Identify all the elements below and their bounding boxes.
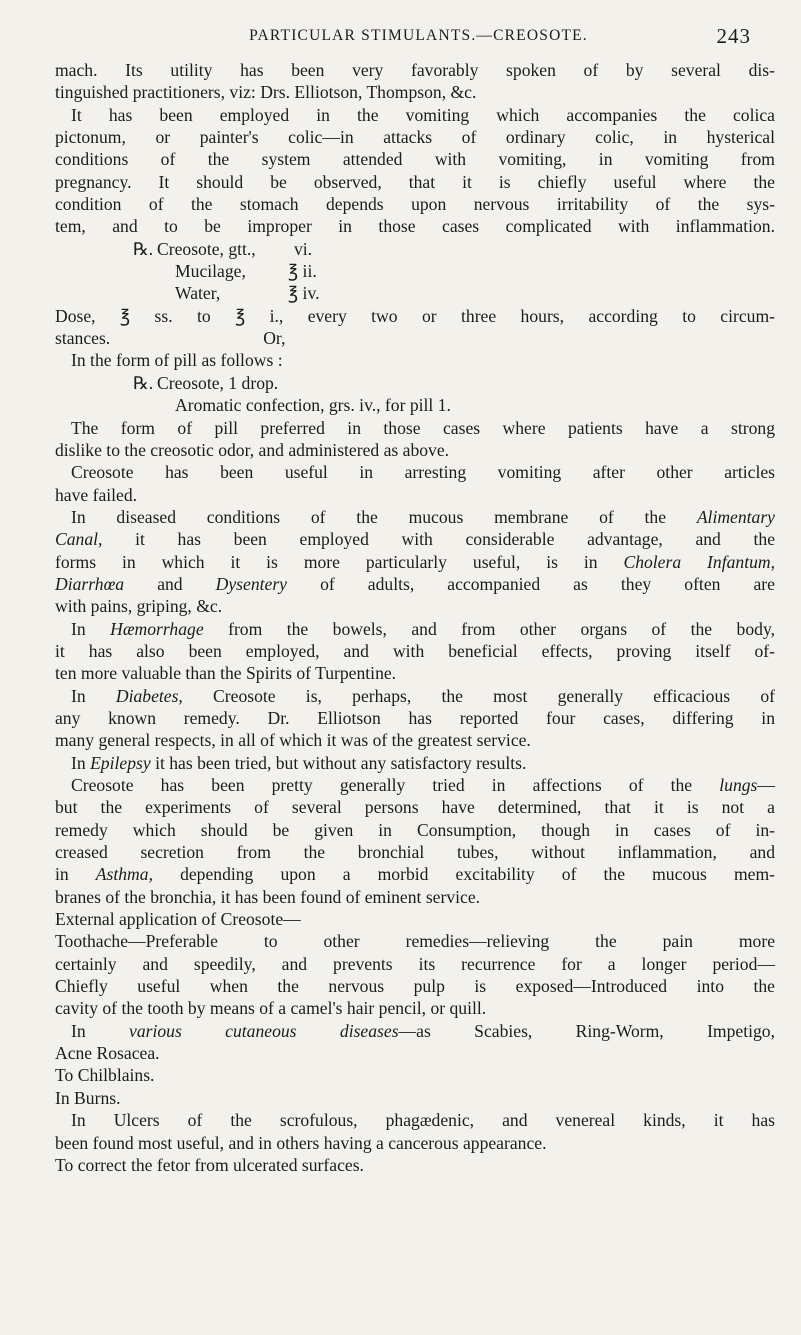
text-line bbox=[55, 551, 775, 573]
text-line: In Burns. bbox=[55, 1087, 121, 1108]
text-line bbox=[55, 774, 775, 796]
quantity: ℥ ii. bbox=[288, 261, 317, 282]
text-line: many general respects, in all of which it was of the greatest service. bbox=[55, 730, 531, 751]
text-line bbox=[55, 528, 775, 550]
prescription-line bbox=[55, 282, 775, 304]
text-line: In the form of pill as follows : bbox=[71, 350, 283, 371]
text-fragment: In bbox=[71, 1020, 86, 1041]
text-line: In Ulcers of the scrofulous, phagædenic, and venereal kinds, it has bbox=[71, 1110, 775, 1131]
text-fragment: In bbox=[71, 752, 86, 773]
text-fragment: forms in which it is more particularly useful, is in bbox=[55, 551, 598, 572]
text-fragment: Asthma, bbox=[95, 864, 153, 885]
text-line: pregnancy. It should be observed, that it is chiefly useful where the bbox=[55, 171, 775, 192]
text-line: Acne Rosacea. bbox=[55, 1043, 160, 1064]
text-line bbox=[55, 1020, 775, 1042]
text-line: creased secretion from the bronchial tubes, without inflammation, and bbox=[55, 842, 775, 863]
text-line bbox=[55, 618, 775, 640]
text-fragment: Epilepsy bbox=[90, 752, 151, 773]
text-fragment: various cutaneous diseases bbox=[129, 1020, 399, 1041]
text-line bbox=[55, 752, 775, 774]
text-fragment bbox=[719, 775, 775, 795]
text-fragment: from the bowels, and from other organs of the body, bbox=[228, 618, 775, 639]
ingredient: Water, bbox=[175, 283, 221, 304]
text-fragment: Canal, bbox=[55, 529, 103, 550]
text-line: tem, and to be improper in those cases complicated with inflammation. bbox=[55, 216, 775, 237]
text-line: condition of the stomach depends upon nervous irritability of the sys- bbox=[55, 194, 775, 215]
running-title: PARTICULAR STIMULANTS.—CREOSOTE. bbox=[249, 27, 588, 44]
recipe-symbol: ℞. bbox=[133, 372, 154, 393]
text-fragment: In bbox=[71, 685, 86, 706]
text-line: with pains, griping, &c. bbox=[55, 596, 223, 617]
text-line: Dose, ℥ ss. to ℥ i., every two or three hours, according to circum- bbox=[55, 305, 775, 326]
text-line: conditions of the system attended with vomiting, in vomiting from bbox=[55, 149, 775, 170]
text-line bbox=[55, 685, 775, 707]
text-line: To correct the fetor from ulcerated surfaces. bbox=[55, 1154, 364, 1175]
text-fragment: Hæmorrhage bbox=[110, 618, 204, 639]
quantity: vi. bbox=[294, 238, 313, 259]
text-line bbox=[55, 863, 775, 885]
text-line bbox=[55, 506, 775, 528]
text-line: External application of Creosote— bbox=[55, 909, 301, 930]
text-fragment: Creosote is, perhaps, the most generally efficacious of bbox=[213, 685, 775, 706]
text-fragment: Dysentery bbox=[215, 573, 287, 594]
text-line: but the experiments of several persons have determined, that it is not a bbox=[55, 797, 775, 818]
text-fragment: it has been tried, but without any satisfactory results. bbox=[155, 752, 527, 773]
text-line: It has been employed in the vomiting which accompanies the colica bbox=[71, 104, 775, 125]
text-fragment: — bbox=[757, 775, 775, 795]
prescription-line bbox=[55, 372, 775, 394]
text-fragment: Alimentary bbox=[696, 506, 775, 527]
text-line: certainly and speedily, and prevents its recurrence for a longer period— bbox=[55, 953, 775, 974]
ingredient: Creosote, gtt., bbox=[157, 238, 256, 259]
text-line: pictonum, or painter's colic—in attacks of ordinary colic, in hysterical bbox=[55, 127, 775, 148]
text-line: tinguished practitioners, viz: Drs. Elliotson, Thompson, &c. bbox=[55, 82, 477, 103]
ingredient: Mucilage, bbox=[175, 261, 246, 282]
prescription-line bbox=[55, 238, 775, 260]
text-fragment: Cholera Infantum, bbox=[623, 551, 775, 572]
text-fragment: of adults, accompanied as they often are bbox=[320, 573, 775, 594]
text-fragment: Creosote has been pretty generally tried in affections of the bbox=[71, 775, 693, 795]
text-line: have failed. bbox=[55, 484, 138, 505]
text-fragment: In bbox=[71, 618, 86, 639]
body-text bbox=[55, 59, 775, 1176]
text-fragment: In diseased conditions of the mucous membrane of the bbox=[71, 506, 667, 527]
text-fragment bbox=[129, 1021, 775, 1041]
text-line: mach. Its utility has been very favorably spoken of by several dis- bbox=[55, 60, 775, 80]
text-line: any known remedy. Dr. Elliotson has reported four cases, differing in bbox=[55, 707, 775, 728]
running-header bbox=[86, 24, 751, 51]
text-line bbox=[55, 573, 775, 595]
quantity: ℥ iv. bbox=[288, 283, 320, 304]
text-line: Toothache—Preferable to other remedies—relieving the pain more bbox=[55, 931, 775, 952]
text-fragment: depending upon a morbid excitability of the mucous mem- bbox=[180, 864, 775, 885]
text-line bbox=[55, 327, 775, 349]
text-line: been found most useful, and in others having a cancerous appearance. bbox=[55, 1132, 547, 1153]
text-fragment: it has been employed with considerable advantage, and the bbox=[135, 529, 776, 550]
text-fragment: —as Scabies, Ring-Worm, Impetigo, bbox=[398, 1020, 775, 1041]
text-line: branes of the bronchia, it has been found of eminent service. bbox=[55, 886, 481, 907]
text-fragment: stances. bbox=[55, 328, 111, 349]
text-line: dislike to the creosotic odor, and administered as above. bbox=[55, 439, 450, 460]
recipe-symbol: ℞. bbox=[133, 238, 154, 259]
text-line: ten more valuable than the Spirits of Turpentine. bbox=[55, 663, 397, 684]
page-number: 243 bbox=[716, 24, 751, 48]
ingredient: Creosote, 1 drop. bbox=[157, 372, 279, 393]
text-fragment: Diabetes, bbox=[115, 685, 183, 706]
text-fragment: in bbox=[55, 864, 69, 885]
text-line: Creosote has been useful in arresting vomiting after other articles bbox=[71, 462, 775, 483]
text-fragment: lungs bbox=[719, 775, 758, 795]
text-line: Chiefly useful when the nervous pulp is exposed—Introduced into the bbox=[55, 976, 775, 997]
text-fragment: Or, bbox=[263, 328, 286, 349]
prescription-line: Aromatic confection, grs. iv., for pill 1. bbox=[175, 395, 451, 416]
text-line: The form of pill preferred in those cases where patients have a strong bbox=[71, 417, 775, 438]
text-line: it has also been employed, and with beneficial effects, proving itself of- bbox=[55, 640, 775, 661]
prescription-line bbox=[55, 260, 775, 282]
text-fragment: Diarrhœa bbox=[55, 573, 125, 594]
text-fragment: and bbox=[157, 573, 183, 594]
text-line: remedy which should be given in Consumption, though in cases of in- bbox=[55, 819, 775, 840]
text-line: cavity of the tooth by means of a camel's hair pencil, or quill. bbox=[55, 998, 487, 1019]
text-line: To Chilblains. bbox=[55, 1065, 155, 1086]
